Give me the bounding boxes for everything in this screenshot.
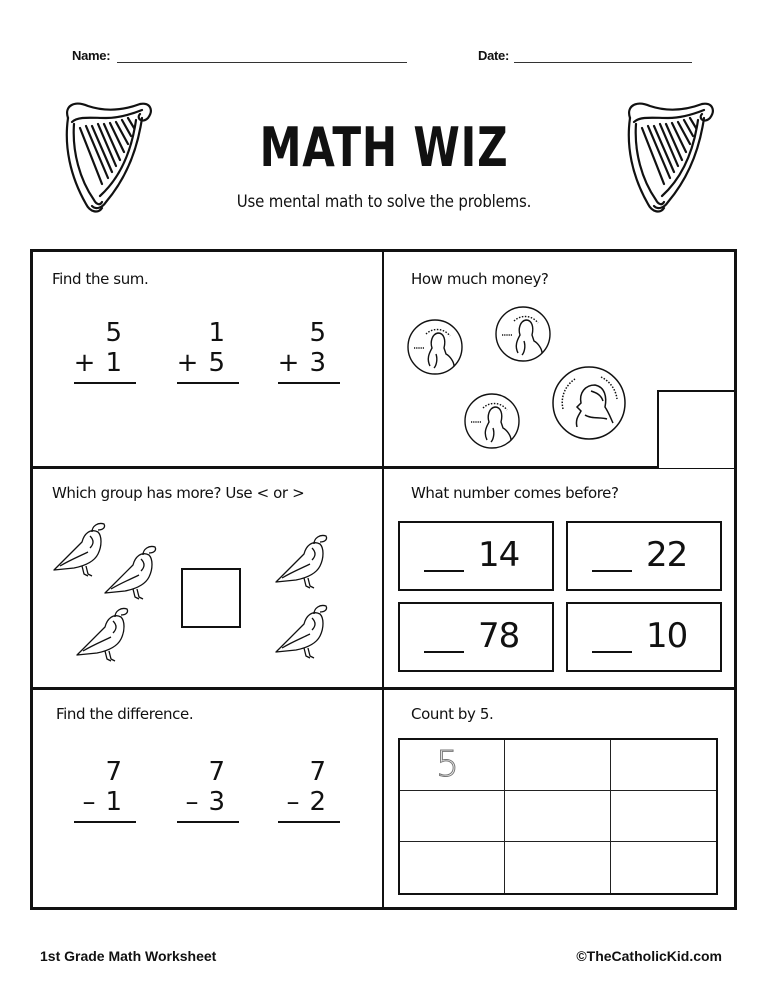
page-title: MATH WIZ	[259, 116, 509, 179]
subtrahend: 2	[309, 787, 326, 817]
sum-prompt: Find the sum.	[52, 270, 149, 288]
quail-icon	[274, 602, 332, 662]
sum-problem-1[interactable]	[72, 318, 136, 384]
compare-prompt: Which group has more? Use < or >	[52, 484, 305, 502]
count-prompt: Count by 5.	[411, 705, 494, 723]
answer-line	[278, 382, 340, 384]
addend-bottom: 3	[309, 348, 326, 378]
difference-problem-2[interactable]	[175, 757, 239, 823]
difference-problem-1[interactable]	[72, 757, 136, 823]
before-item-1[interactable]	[398, 521, 554, 591]
sum-problem-2[interactable]	[175, 318, 239, 384]
answer-line	[177, 821, 239, 823]
plus-sign: +	[73, 348, 96, 378]
count-cell-8[interactable]	[505, 842, 610, 893]
subtrahend: 3	[208, 787, 225, 817]
penny-icon	[406, 318, 464, 376]
before-item-3[interactable]	[398, 602, 554, 672]
penny-icon	[463, 392, 521, 450]
count-cell-9[interactable]	[611, 842, 716, 893]
grid-divider-vertical	[382, 250, 384, 909]
count-cell-3[interactable]	[611, 740, 716, 791]
traced-number: 5	[436, 744, 459, 785]
answer-line	[74, 821, 136, 823]
answer-line	[278, 821, 340, 823]
count-cell-2[interactable]	[505, 740, 610, 791]
answer-blank[interactable]	[424, 651, 464, 653]
count-cell-1[interactable]	[400, 740, 505, 791]
before-prompt: What number comes before?	[411, 484, 619, 502]
addend-top: 5	[309, 318, 326, 348]
count-cell-6[interactable]	[611, 791, 716, 842]
minuend: 7	[309, 757, 326, 787]
difference-prompt: Find the difference.	[56, 705, 194, 723]
quail-icon	[52, 520, 110, 580]
nickel-icon	[551, 365, 627, 441]
minuend: 7	[105, 757, 122, 787]
minus-sign: –	[185, 787, 199, 817]
given-number: 22	[646, 535, 688, 575]
given-number: 10	[646, 616, 688, 656]
name-field[interactable]	[117, 62, 407, 63]
subtrahend: 1	[105, 787, 122, 817]
count-cell-7[interactable]	[400, 842, 505, 893]
count-cell-5[interactable]	[505, 791, 610, 842]
addend-top: 1	[208, 318, 225, 348]
answer-blank[interactable]	[592, 651, 632, 653]
sum-problem-3[interactable]	[276, 318, 340, 384]
before-item-2[interactable]	[566, 521, 722, 591]
money-prompt: How much money?	[411, 270, 549, 288]
count-cell-4[interactable]	[400, 791, 505, 842]
compare-answer-box[interactable]	[181, 568, 241, 628]
quail-icon	[75, 605, 133, 665]
before-item-4[interactable]	[566, 602, 722, 672]
addend-bottom: 5	[208, 348, 225, 378]
difference-problem-3[interactable]	[276, 757, 340, 823]
harp-icon	[620, 96, 718, 216]
quail-icon	[274, 532, 332, 592]
addend-top: 5	[105, 318, 122, 348]
quail-icon	[103, 543, 161, 603]
minus-sign: –	[82, 787, 96, 817]
money-answer-box[interactable]	[657, 390, 737, 468]
grid-divider-row2	[31, 687, 736, 690]
plus-sign: +	[176, 348, 199, 378]
footer-copyright: ©TheCatholicKid.com	[576, 948, 722, 964]
name-label: Name:	[72, 48, 111, 63]
count-grid	[398, 738, 718, 895]
date-label: Date:	[478, 48, 510, 63]
answer-blank[interactable]	[592, 570, 632, 572]
date-field[interactable]	[514, 62, 692, 63]
given-number: 78	[478, 616, 520, 656]
harp-icon	[58, 96, 156, 216]
answer-line	[74, 382, 136, 384]
footer-worksheet-label: 1st Grade Math Worksheet	[40, 948, 217, 964]
grid-divider-row1	[31, 466, 736, 469]
penny-icon	[494, 305, 552, 363]
page-subtitle: Use mental math to solve the problems.	[236, 192, 532, 212]
answer-blank[interactable]	[424, 570, 464, 572]
given-number: 14	[478, 535, 520, 575]
minuend: 7	[208, 757, 225, 787]
addend-bottom: 1	[105, 348, 122, 378]
plus-sign: +	[277, 348, 300, 378]
minus-sign: –	[286, 787, 300, 817]
answer-line	[177, 382, 239, 384]
